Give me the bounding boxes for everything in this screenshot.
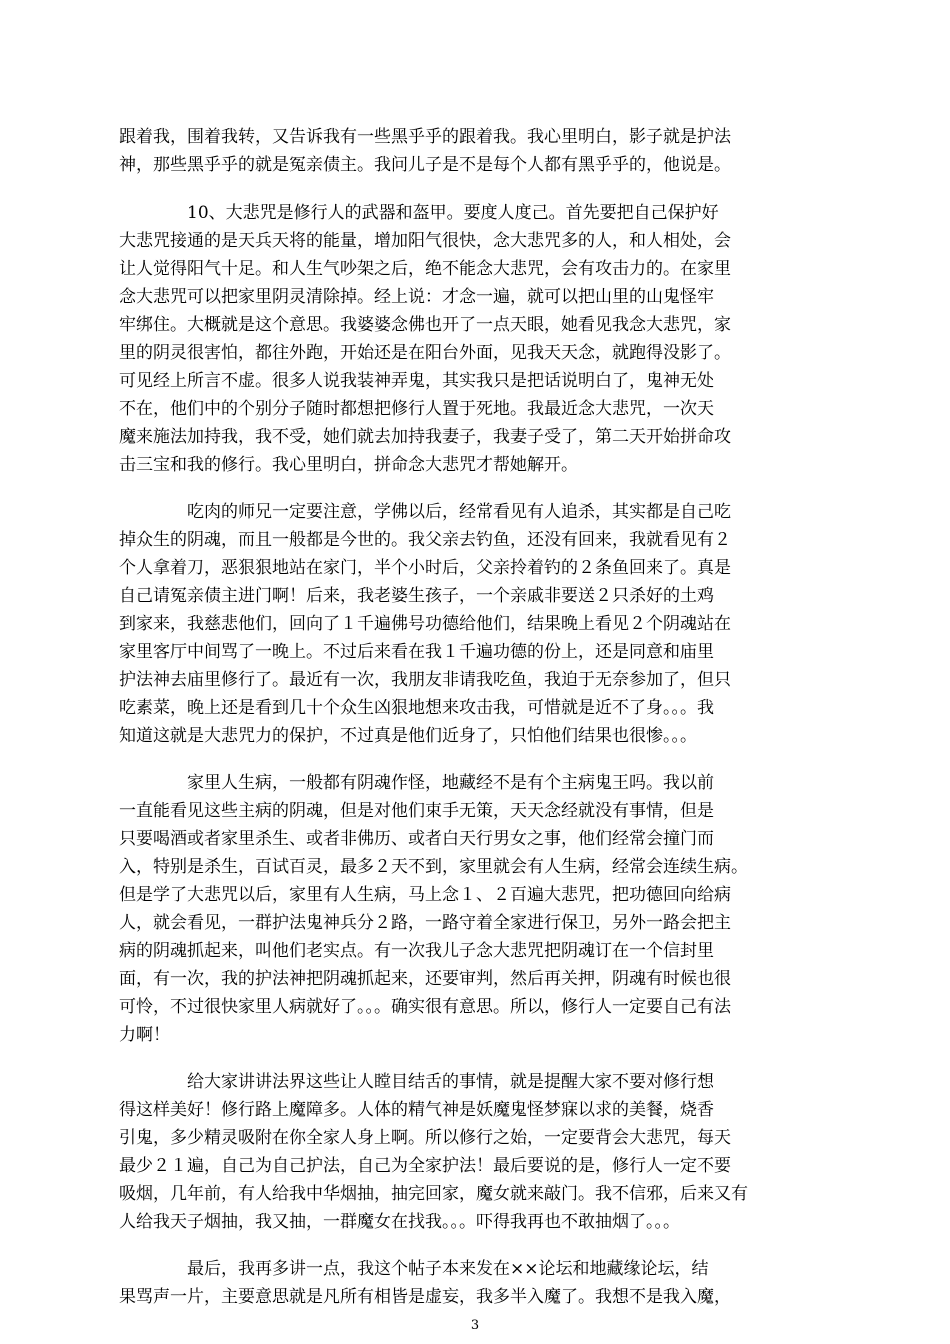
text-line: 击三宝和我的修行。我心里明白，拼命念大悲咒才帮她解开。 — [119, 455, 578, 475]
text-line: 魔来施法加持我，我不受，她们就去加持我妻子，我妻子受了，第二天开始拼命攻 — [119, 427, 731, 447]
text-line: 最少２１遍，自己为自己护法，自己为全家护法！最后要说的是，修行人一定不要 — [119, 1156, 731, 1176]
text-line: 果骂声一片，主要意思就是凡所有相皆是虚妄，我多半入魔了。我想不是我入魔， — [119, 1287, 731, 1307]
text-line: 一直能看见这些主病的阴魂，但是对他们束手无策，天天念经就没有事情，但是 — [119, 801, 714, 821]
text-line: 吸烟，几年前，有人给我中华烟抽，抽完回家，魔女就来敲门。我不信邪，后来又有 — [119, 1184, 748, 1204]
text-line: 知道这就是大悲咒力的保护，不过真是他们近身了，只怕他们结果也很惨。。。 — [119, 726, 697, 746]
text-line: 牢绑住。大概就是这个意思。我婆婆念佛也开了一点天眼，她看见我念大悲咒，家 — [119, 315, 731, 335]
text-line: 引鬼，多少精灵吸附在你全家人身上啊。所以修行之始，一定要背会大悲咒，每天 — [119, 1128, 731, 1148]
text-line: 但是学了大悲咒以后，家里有人生病，马上念１、２百遍大悲咒，把功德回向给病 — [119, 885, 731, 905]
text-line: 只要喝酒或者家里杀生、或者非佛历、或者白天行男女之事，他们经常会撞门而 — [119, 829, 714, 849]
text-line: 神，那些黑乎乎的就是冤亲债主。我问儿子是不是每个人都有黑乎乎的，他说是。 — [119, 155, 731, 175]
text-line: 人，就会看见，一群护法鬼神兵分２路，一路守着全家进行保卫，另外一路会把主 — [119, 913, 731, 933]
text-line: 让人觉得阳气十足。和人生气吵架之后，绝不能念大悲咒，会有攻击力的。在家里 — [119, 259, 731, 279]
text-line: 病的阴魂抓起来，叫他们老实点。有一次我儿子念大悲咒把阴魂订在一个信封里 — [119, 941, 714, 961]
text-line: 吃肉的师兄一定要注意，学佛以后，经常看见有人追杀，其实都是自己吃 — [119, 502, 731, 522]
text-line: 面，有一次，我的护法神把阴魂抓起来，还要审判，然后再关押，阴魂有时候也很 — [119, 969, 731, 989]
text-line: 力啊！ — [119, 1025, 170, 1045]
text-line: 得这样美好！修行路上魔障多。人体的精气神是妖魔鬼怪梦寐以求的美餐，烧香 — [119, 1100, 714, 1120]
text-line: 可见经上所言不虚。很多人说我装神弄鬼，其实我只是把话说明白了，鬼神无处 — [119, 371, 714, 391]
text-line: 可怜，不过很快家里人病就好了。。。确实很有意思。所以，修行人一定要自己有法 — [119, 997, 731, 1017]
text-line: 最后，我再多讲一点，我这个帖子本来发在××论坛和地藏缘论坛，结 — [119, 1259, 709, 1279]
text-line: 家里人生病，一般都有阴魂作怪，地藏经不是有个主病鬼王吗。我以前 — [119, 773, 714, 793]
text-line: 跟着我，围着我转，又告诉我有一些黑乎乎的跟着我。我心里明白，影子就是护法 — [119, 127, 731, 147]
text-line: 到家来，我慈悲他们，回向了１千遍佛号功德给他们，结果晚上看见２个阴魂站在 — [119, 614, 731, 634]
text-line: 吃素菜，晚上还是看到几十个众生凶狠地想来攻击我，可惜就是近不了身。。。我 — [119, 698, 714, 718]
text-line: 大悲咒接通的是天兵天将的能量，增加阳气很快，念大悲咒多的人，和人相处，会 — [119, 231, 731, 251]
text-line: 个人拿着刀，恶狠狠地站在家门，半个小时后，父亲拎着钓的２条鱼回来了。真是 — [119, 558, 731, 578]
text-line: 护法神去庙里修行了。最近有一次，我朋友非请我吃鱼，我迫于无奈参加了，但只 — [119, 670, 731, 690]
text-line: 给大家讲讲法界这些让人瞠目结舌的事情，就是提醒大家不要对修行想 — [119, 1072, 714, 1092]
text-line: 不在，他们中的个别分子随时都想把修行人置于死地。我最近念大悲咒，一次天 — [119, 399, 714, 419]
text-line: 人给我天子烟抽，我又抽，一群魔女在找我。。。吓得我再也不敢抽烟了。。。 — [119, 1212, 680, 1232]
page-number: 3 — [470, 1318, 480, 1333]
text-line: 念大悲咒可以把家里阴灵清除掉。经上说：才念一遍，就可以把山里的山鬼怪牢 — [119, 287, 714, 307]
text-line: 自己请冤亲债主进门啊！后来，我老婆生孩子，一个亲戚非要送２只杀好的土鸡 — [119, 586, 714, 606]
text-line: 入，特别是杀生，百试百灵，最多２天不到，家里就会有人生病，经常会连续生病。 — [119, 857, 748, 877]
text-line: 里的阴灵很害怕，都往外跑，开始还是在阳台外面，见我天天念，就跑得没影了。 — [119, 343, 731, 363]
text-line: 家里客厅中间骂了一晚上。不过后来看在我１千遍功德的份上，还是同意和庙里 — [119, 642, 714, 662]
text-line: 10、大悲咒是修行人的武器和盔甲。要度人度己。首先要把自己保护好 — [119, 203, 719, 223]
text-line: 掉众生的阴魂，而且一般都是今世的。我父亲去钓鱼，还没有回来，我就看见有２ — [119, 530, 731, 550]
